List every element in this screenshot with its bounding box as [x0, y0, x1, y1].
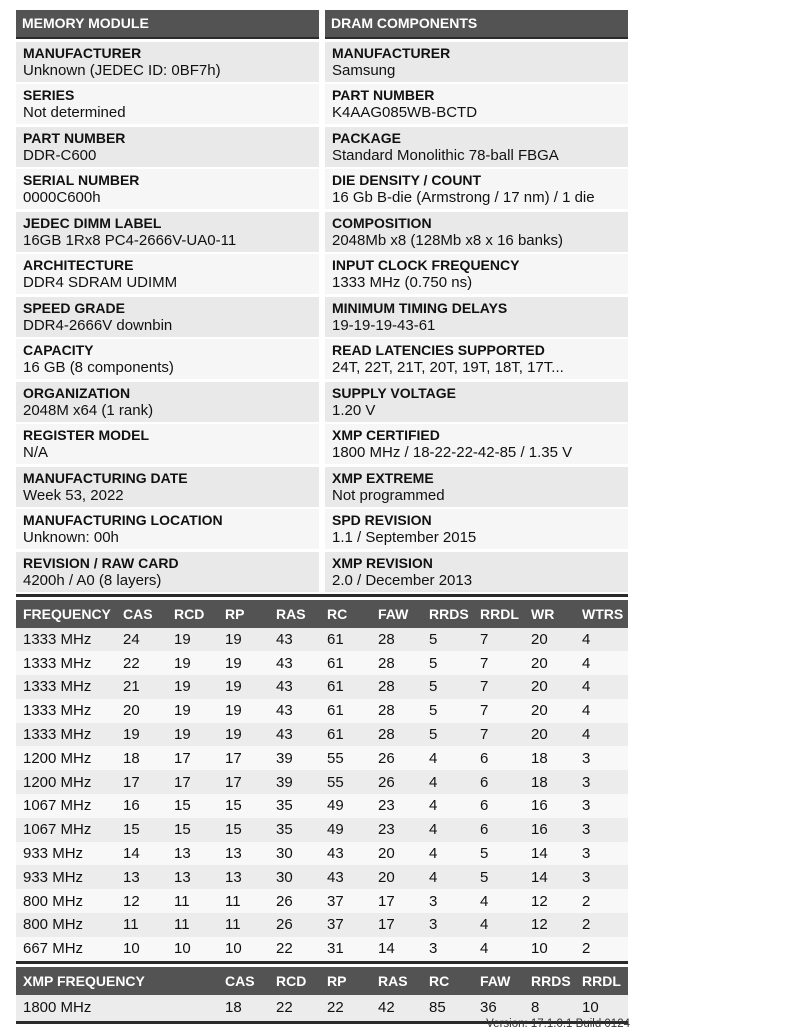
table-cell: 15: [167, 794, 218, 818]
table-cell: 5: [473, 865, 524, 889]
field-value: 16 GB (8 components): [23, 359, 174, 376]
table-cell: 61: [320, 628, 371, 652]
field-label: COMPOSITION: [332, 214, 432, 231]
column-header: XMP FREQUENCY: [16, 967, 218, 995]
table-cell: 5: [422, 651, 473, 675]
field-value: 16GB 1Rx8 PC4-2666V-UA0-11: [23, 231, 237, 249]
table-cell: 4: [575, 699, 628, 723]
field-label: SUPPLY VOLTAGE: [332, 384, 456, 401]
field-value: 4200h / A0 (8 layers): [23, 571, 162, 589]
table-cell: 7: [473, 723, 524, 747]
table-cell: 19: [218, 723, 269, 747]
table-cell: 30: [269, 842, 320, 866]
field-label: PART NUMBER: [332, 87, 435, 103]
table-cell: 7: [473, 628, 524, 652]
dc-item: [325, 169, 628, 209]
table-cell: 7: [473, 699, 524, 723]
table-cell: 1333 MHz: [16, 651, 116, 675]
table-cell: 933 MHz: [16, 865, 116, 889]
info-section: [16, 10, 628, 592]
column-header: FAW: [473, 967, 524, 995]
table-cell: 15: [116, 818, 167, 842]
field-label: SERIAL NUMBER: [23, 172, 140, 188]
field-value: Unknown (JEDEC ID: 0BF7h): [23, 61, 221, 79]
table-cell: 10: [116, 937, 167, 961]
table-cell: 19: [218, 675, 269, 699]
mm-item: [16, 42, 319, 82]
field-value: Unknown: 00h: [23, 529, 119, 546]
table-cell: 11: [167, 913, 218, 937]
table-cell: 20: [371, 865, 422, 889]
table-cell: 22: [116, 651, 167, 675]
table-cell: 22: [269, 995, 320, 1021]
table-cell: 17: [371, 889, 422, 913]
table-cell: 4: [473, 937, 524, 961]
table-row: [16, 937, 628, 961]
table-cell: 22: [269, 937, 320, 961]
field-label: REVISION / RAW CARD: [23, 554, 179, 571]
table-cell: 3: [575, 770, 628, 794]
field-label: MANUFACTURING LOCATION: [23, 512, 223, 528]
table-cell: 23: [371, 794, 422, 818]
table-cell: 35: [269, 794, 320, 818]
xmp-table: [16, 967, 628, 1021]
table-cell: 13: [218, 842, 269, 866]
dram-components-panel: [325, 10, 628, 592]
table-cell: 3: [575, 794, 628, 818]
table-cell: 4: [422, 842, 473, 866]
field-value: 2.0 / December 2013: [332, 571, 473, 589]
table-cell: 1200 MHz: [16, 746, 116, 770]
table-cell: 17: [218, 770, 269, 794]
field-value: DDR-C600: [23, 146, 97, 164]
table-cell: 4: [473, 889, 524, 913]
table-cell: 3: [575, 842, 628, 866]
table-cell: 12: [116, 889, 167, 913]
table-cell: 3: [575, 746, 628, 770]
mm-item: [16, 552, 319, 592]
table-cell: 26: [371, 746, 422, 770]
table-cell: 17: [218, 746, 269, 770]
table-cell: 4: [422, 746, 473, 770]
version-label: Version: 17.1.0.1 Build 0124: [486, 1018, 630, 1030]
column-header: RAS: [371, 967, 422, 995]
table-row: [16, 746, 628, 770]
table-row: [16, 651, 628, 675]
table-cell: 10: [218, 937, 269, 961]
table-cell: 4: [422, 818, 473, 842]
table-cell: 933 MHz: [16, 842, 116, 866]
table-cell: 4: [422, 794, 473, 818]
table-cell: 2: [575, 937, 628, 961]
table-cell: 18: [524, 770, 575, 794]
memory-module-header: MEMORY MODULE: [16, 10, 319, 39]
table-cell: 4: [422, 865, 473, 889]
column-header: RCD: [269, 967, 320, 995]
field-value: DDR4-2666V downbin: [23, 316, 173, 334]
field-value: 1333 MHz (0.750 ns): [332, 274, 473, 291]
timings-header-row: [16, 600, 628, 628]
dram-components-header: DRAM COMPONENTS: [325, 10, 628, 39]
table-row: [16, 995, 628, 1021]
column-header: RRDL: [473, 600, 524, 628]
table-cell: 667 MHz: [16, 937, 116, 961]
table-cell: 39: [269, 746, 320, 770]
table-cell: 800 MHz: [16, 913, 116, 937]
field-label: PACKAGE: [332, 129, 401, 146]
table-cell: 61: [320, 651, 371, 675]
table-cell: 13: [167, 865, 218, 889]
table-row: [16, 842, 628, 866]
table-cell: 8: [524, 995, 575, 1021]
table-row: [16, 628, 628, 652]
table-cell: 5: [422, 699, 473, 723]
table-cell: 10: [575, 995, 628, 1021]
table-cell: 1067 MHz: [16, 794, 116, 818]
field-label: DIE DENSITY / COUNT: [332, 172, 482, 188]
field-value: K4AAG085WB-BCTD: [332, 104, 478, 121]
table-row: [16, 889, 628, 913]
table-cell: 17: [371, 913, 422, 937]
table-cell: 26: [269, 889, 320, 913]
table-cell: 1333 MHz: [16, 628, 116, 652]
field-value: 24T, 22T, 21T, 20T, 19T, 18T, 17T...: [332, 359, 564, 376]
column-header: RAS: [269, 600, 320, 628]
table-cell: 5: [422, 628, 473, 652]
table-cell: 4: [473, 913, 524, 937]
table-cell: 20: [524, 723, 575, 747]
column-header: FAW: [371, 600, 422, 628]
table-cell: 43: [269, 651, 320, 675]
field-label: INPUT CLOCK FREQUENCY: [332, 257, 520, 273]
field-label: ORGANIZATION: [23, 384, 131, 401]
field-value: 16 Gb B-die (Armstrong / 17 nm) / 1 die: [332, 189, 595, 206]
field-label: XMP EXTREME: [332, 469, 434, 486]
xmp-header-row: [16, 967, 628, 995]
timings-divider: [16, 961, 628, 964]
table-cell: 30: [269, 865, 320, 889]
dc-item: [325, 254, 628, 294]
mm-item: [16, 467, 319, 507]
table-cell: 7: [473, 651, 524, 675]
table-cell: 19: [167, 628, 218, 652]
column-header: FREQUENCY: [16, 600, 116, 628]
table-cell: 28: [371, 675, 422, 699]
field-label: MANUFACTURER: [332, 44, 451, 61]
table-cell: 16: [116, 794, 167, 818]
column-header: RP: [320, 967, 371, 995]
field-label: READ LATENCIES SUPPORTED: [332, 342, 545, 358]
table-cell: 20: [524, 675, 575, 699]
field-value: 2048M x64 (1 rank): [23, 401, 154, 419]
column-header: RC: [422, 967, 473, 995]
table-cell: 14: [524, 865, 575, 889]
table-cell: 28: [371, 723, 422, 747]
table-cell: 19: [167, 675, 218, 699]
column-header: WR: [524, 600, 575, 628]
table-cell: 10: [524, 937, 575, 961]
table-cell: 2: [575, 913, 628, 937]
table-cell: 85: [422, 995, 473, 1021]
column-header: CAS: [116, 600, 167, 628]
mm-item: [16, 424, 319, 464]
table-cell: 43: [269, 723, 320, 747]
field-label: SPEED GRADE: [23, 299, 125, 316]
table-cell: 28: [371, 651, 422, 675]
table-cell: 28: [371, 699, 422, 723]
dc-item: [325, 509, 628, 549]
field-value: 1800 MHz / 18-22-22-42-85 / 1.35 V: [332, 444, 573, 461]
column-header: RRDL: [575, 967, 628, 995]
table-cell: 3: [422, 937, 473, 961]
spd-report: [16, 10, 628, 1024]
table-cell: 7: [473, 675, 524, 699]
table-cell: 14: [116, 842, 167, 866]
table-cell: 35: [269, 818, 320, 842]
table-cell: 18: [218, 995, 269, 1021]
table-cell: 17: [116, 770, 167, 794]
table-cell: 13: [116, 865, 167, 889]
memory-module-list: [16, 42, 319, 592]
table-cell: 43: [269, 699, 320, 723]
table-cell: 2: [575, 889, 628, 913]
mm-item: [16, 382, 319, 422]
dc-item: [325, 382, 628, 422]
table-cell: 37: [320, 913, 371, 937]
table-cell: 49: [320, 794, 371, 818]
table-cell: 6: [473, 770, 524, 794]
table-cell: 20: [371, 842, 422, 866]
table-cell: 10: [167, 937, 218, 961]
table-cell: 19: [167, 723, 218, 747]
mm-item: [16, 509, 319, 549]
field-label: CAPACITY: [23, 342, 94, 358]
table-cell: 5: [422, 675, 473, 699]
section-divider: [16, 594, 628, 597]
table-cell: 61: [320, 675, 371, 699]
table-cell: 4: [575, 651, 628, 675]
field-value: Week 53, 2022: [23, 486, 124, 504]
table-cell: 12: [524, 889, 575, 913]
table-cell: 1333 MHz: [16, 699, 116, 723]
field-value: DDR4 SDRAM UDIMM: [23, 274, 178, 291]
table-cell: 19: [167, 651, 218, 675]
table-cell: 11: [218, 913, 269, 937]
dc-item: [325, 127, 628, 167]
table-cell: 6: [473, 794, 524, 818]
mm-item: [16, 297, 319, 337]
column-header: RC: [320, 600, 371, 628]
table-cell: 4: [422, 770, 473, 794]
table-cell: 15: [218, 818, 269, 842]
mm-item: [16, 212, 319, 252]
table-cell: 19: [116, 723, 167, 747]
column-header: RP: [218, 600, 269, 628]
table-cell: 61: [320, 723, 371, 747]
table-cell: 55: [320, 770, 371, 794]
field-label: PART NUMBER: [23, 129, 126, 146]
table-cell: 37: [320, 889, 371, 913]
table-cell: 21: [116, 675, 167, 699]
table-cell: 3: [422, 913, 473, 937]
table-cell: 22: [320, 995, 371, 1021]
table-cell: 1333 MHz: [16, 675, 116, 699]
field-value: Not programmed: [332, 486, 445, 504]
table-cell: 5: [473, 842, 524, 866]
table-cell: 19: [218, 628, 269, 652]
field-value: Standard Monolithic 78-ball FBGA: [332, 146, 559, 164]
dc-item: [325, 424, 628, 464]
dc-item: [325, 42, 628, 82]
field-label: SPD REVISION: [332, 512, 432, 528]
table-cell: 3: [575, 818, 628, 842]
table-cell: 23: [371, 818, 422, 842]
table-row: [16, 770, 628, 794]
table-row: [16, 723, 628, 747]
dc-item: [325, 212, 628, 252]
table-cell: 11: [116, 913, 167, 937]
table-cell: 43: [320, 842, 371, 866]
table-cell: 4: [575, 675, 628, 699]
field-value: Not determined: [23, 104, 126, 121]
field-value: 1.20 V: [332, 401, 376, 419]
table-cell: 42: [371, 995, 422, 1021]
field-label: MINIMUM TIMING DELAYS: [332, 299, 508, 316]
field-label: JEDEC DIMM LABEL: [23, 214, 162, 231]
table-cell: 17: [167, 746, 218, 770]
table-cell: 13: [218, 865, 269, 889]
field-label: XMP REVISION: [332, 554, 433, 571]
table-cell: 55: [320, 746, 371, 770]
dc-item: [325, 84, 628, 124]
table-cell: 5: [422, 723, 473, 747]
table-cell: 20: [524, 628, 575, 652]
table-cell: 13: [167, 842, 218, 866]
mm-item: [16, 127, 319, 167]
table-cell: 18: [116, 746, 167, 770]
table-cell: 14: [524, 842, 575, 866]
table-row: [16, 913, 628, 937]
dc-item: [325, 297, 628, 337]
field-value: 1.1 / September 2015: [332, 529, 477, 546]
table-cell: 26: [269, 913, 320, 937]
table-cell: 800 MHz: [16, 889, 116, 913]
field-label: SERIES: [23, 87, 75, 103]
table-cell: 17: [167, 770, 218, 794]
field-label: MANUFACTURING DATE: [23, 469, 188, 486]
field-label: ARCHITECTURE: [23, 257, 134, 273]
table-cell: 3: [575, 865, 628, 889]
table-cell: 6: [473, 746, 524, 770]
table-cell: 43: [269, 675, 320, 699]
mm-item: [16, 254, 319, 294]
field-value: N/A: [23, 444, 49, 461]
field-value: 0000C600h: [23, 189, 101, 206]
table-row: [16, 865, 628, 889]
table-cell: 19: [167, 699, 218, 723]
column-header: RRDS: [524, 967, 575, 995]
field-label: XMP CERTIFIED: [332, 427, 440, 443]
table-cell: 12: [524, 913, 575, 937]
table-cell: 61: [320, 699, 371, 723]
table-cell: 39: [269, 770, 320, 794]
table-cell: 28: [371, 628, 422, 652]
table-row: [16, 794, 628, 818]
dc-item: [325, 467, 628, 507]
table-cell: 20: [116, 699, 167, 723]
table-row: [16, 675, 628, 699]
table-cell: 15: [167, 818, 218, 842]
dram-components-list: [325, 42, 628, 592]
field-value: 2048Mb x8 (128Mb x8 x 16 banks): [332, 231, 563, 249]
column-header: CAS: [218, 967, 269, 995]
field-value: Samsung: [332, 61, 396, 79]
dc-item: [325, 552, 628, 592]
column-header: RCD: [167, 600, 218, 628]
field-label: REGISTER MODEL: [23, 427, 150, 443]
table-cell: 1333 MHz: [16, 723, 116, 747]
table-cell: 26: [371, 770, 422, 794]
mm-item: [16, 84, 319, 124]
table-cell: 4: [575, 628, 628, 652]
table-cell: 43: [269, 628, 320, 652]
table-cell: 6: [473, 818, 524, 842]
table-cell: 3: [422, 889, 473, 913]
table-cell: 20: [524, 651, 575, 675]
table-cell: 1200 MHz: [16, 770, 116, 794]
table-cell: 36: [473, 995, 524, 1021]
table-cell: 19: [218, 651, 269, 675]
table-cell: 18: [524, 746, 575, 770]
table-row: [16, 818, 628, 842]
table-cell: 31: [320, 937, 371, 961]
field-value: 19-19-19-43-61: [332, 316, 436, 334]
memory-module-panel: [16, 10, 319, 592]
table-row: [16, 699, 628, 723]
field-label: MANUFACTURER: [23, 44, 142, 61]
table-cell: 24: [116, 628, 167, 652]
table-cell: 4: [575, 723, 628, 747]
dc-item: [325, 339, 628, 379]
table-cell: 49: [320, 818, 371, 842]
table-cell: 16: [524, 794, 575, 818]
mm-item: [16, 339, 319, 379]
table-cell: 43: [320, 865, 371, 889]
table-cell: 16: [524, 818, 575, 842]
column-header: WTRS: [575, 600, 628, 628]
column-header: RRDS: [422, 600, 473, 628]
table-cell: 11: [167, 889, 218, 913]
table-cell: 11: [218, 889, 269, 913]
table-cell: 19: [218, 699, 269, 723]
table-cell: 15: [218, 794, 269, 818]
table-cell: 20: [524, 699, 575, 723]
table-cell: 14: [371, 937, 422, 961]
table-cell: 1800 MHz: [16, 995, 218, 1021]
mm-item: [16, 169, 319, 209]
timings-table: [16, 600, 628, 961]
table-cell: 1067 MHz: [16, 818, 116, 842]
